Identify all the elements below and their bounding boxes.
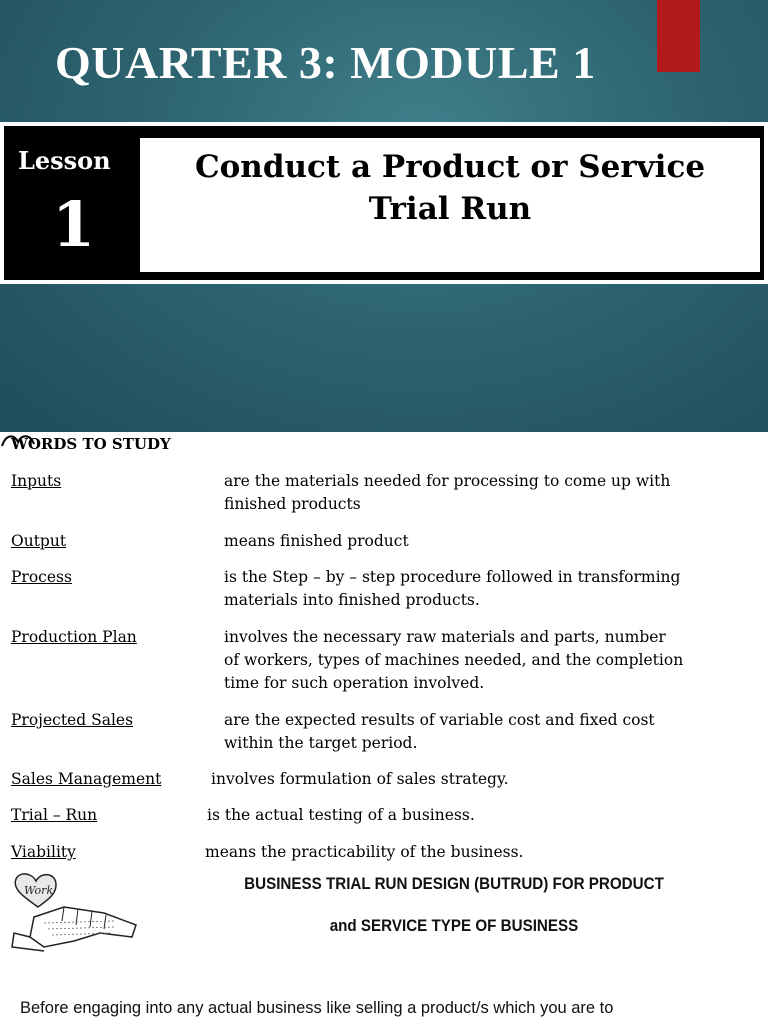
page-title: QUARTER 3: MODULE 1 xyxy=(55,37,596,88)
lesson-title-line2: Trial Run xyxy=(368,191,532,227)
term-definition xyxy=(224,709,759,755)
butrud-section xyxy=(0,865,768,1024)
slide-header xyxy=(0,0,768,432)
definition-line: involves the necessary raw materials and parts, number xyxy=(224,628,666,646)
term-label: Process xyxy=(11,568,72,586)
butrud-heading-line2: and SERVICE TYPE OF BUSINESS xyxy=(329,917,579,935)
butrud-heading-line1: BUSINESS TRIAL RUN DESIGN (BUTRUD) FOR PRODUCT xyxy=(244,875,664,893)
definition-line: time for such operation involved. xyxy=(224,674,485,692)
intro-paragraph: Before engaging into any actual business like selling a product/s which you are to xyxy=(20,999,614,1017)
term-label: Output xyxy=(11,532,67,550)
term-label: Viability xyxy=(11,843,76,861)
term-definition xyxy=(224,626,759,695)
term-definition xyxy=(224,470,759,516)
definition-line: are the materials needed for processing to come up with xyxy=(224,472,671,490)
lesson-banner-inner xyxy=(4,126,764,280)
lesson-title xyxy=(140,138,760,230)
words-to-study-section xyxy=(0,432,768,865)
term-definition xyxy=(224,530,759,553)
term-label: Trial – Run xyxy=(11,806,98,824)
definition-line: means the practicability of the business. xyxy=(205,843,524,861)
lesson-title-box xyxy=(140,138,760,272)
term-definition xyxy=(205,841,740,864)
definition-line: is the Step – by – step procedure followed in transforming xyxy=(224,568,681,586)
handshake-work-icon xyxy=(4,867,140,953)
definition-line: materials into finished products. xyxy=(224,591,480,609)
section-heading: WORDS TO STUDY xyxy=(11,435,171,453)
definition-line: of workers, types of machines needed, and the completion xyxy=(224,651,684,669)
definition-line: involves formulation of sales strategy. xyxy=(211,770,509,788)
definition-line: finished products xyxy=(224,495,361,513)
term-definition xyxy=(207,804,742,827)
lesson-title-line1: Conduct a Product or Service xyxy=(194,149,706,185)
badge-text: Work xyxy=(24,884,54,897)
red-accent-tab xyxy=(657,0,700,72)
term-label: Inputs xyxy=(11,472,62,490)
term-label: Production Plan xyxy=(11,628,137,646)
term-label: Sales Management xyxy=(11,770,162,788)
definition-line: within the target period. xyxy=(224,734,418,752)
lesson-label: Lesson xyxy=(18,146,111,175)
lesson-number: 1 xyxy=(52,188,96,261)
definition-line: means finished product xyxy=(224,532,409,550)
definition-line: is the actual testing of a business. xyxy=(207,806,475,824)
lesson-banner xyxy=(0,122,768,284)
term-definition xyxy=(211,768,746,791)
term-definition xyxy=(224,566,759,612)
definition-line: are the expected results of variable cost and fixed cost xyxy=(224,711,655,729)
term-label: Projected Sales xyxy=(11,711,134,729)
